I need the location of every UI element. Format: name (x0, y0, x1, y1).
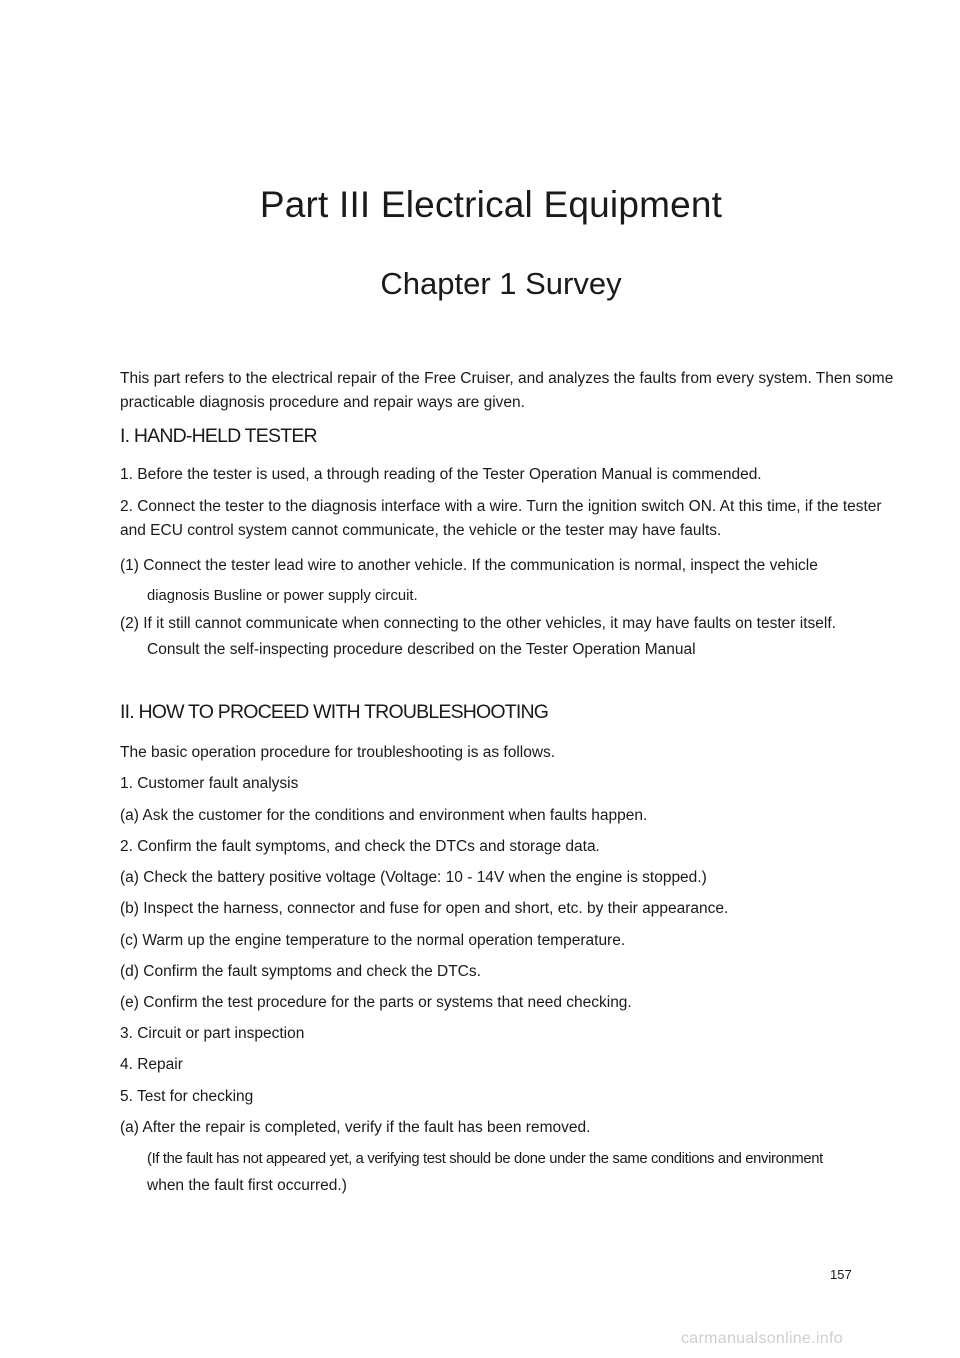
tester-item-2: 2. Connect the tester to the diagnosis interface with a wire. Turn the ignition switch ON. At this time, if the tester and ECU control system cannot communicate, the vehicle or the tester may have faults. (120, 498, 882, 539)
step-5a-note-line-2: when the fault first occurred.) (147, 1177, 347, 1194)
watermark: carmanualsonline.info (681, 1330, 843, 1347)
step-2: 2. Confirm the fault symptoms, and check the DTCs and storage data. (120, 838, 600, 855)
tester-subitem-1-line-2: diagnosis Busline or power supply circuit. (147, 588, 418, 604)
tester-subitem-2-line-1: (2) If it still cannot communicate when connecting to the other vehicles, it may have faults on tester itself. (120, 615, 836, 632)
step-1: 1. Customer fault analysis (120, 775, 299, 792)
step-5a: (a) After the repair is completed, verify if the fault has been removed. (120, 1119, 591, 1136)
step-2e: (e) Confirm the test procedure for the parts or systems that need checking. (120, 994, 632, 1011)
tester-subitem-2-line-2: Consult the self-inspecting procedure described on the Tester Operation Manual (147, 641, 696, 658)
step-2d: (d) Confirm the fault symptoms and check the DTCs. (120, 963, 481, 980)
step-4: 4. Repair (120, 1056, 183, 1073)
step-2b: (b) Inspect the harness, connector and fuse for open and short, etc. by their appearance. (120, 900, 729, 917)
tester-item-1: 1. Before the tester is used, a through reading of the Tester Operation Manual is commended. (120, 466, 762, 483)
chapter-title: Chapter 1 Survey (380, 266, 622, 301)
step-1a: (a) Ask the customer for the conditions and environment when faults happen. (120, 807, 648, 824)
troubleshooting-intro: The basic operation procedure for troubleshooting is as follows. (120, 744, 556, 761)
step-5: 5. Test for checking (120, 1088, 254, 1105)
part-title: Part III Electrical Equipment (259, 184, 723, 225)
page-number: 157 (830, 1267, 852, 1282)
section-heading-hand-held-tester: I. HAND-HELD TESTER (120, 425, 317, 447)
tester-subitem-1-line-1: (1) Connect the tester lead wire to another vehicle. If the communication is normal, inspect the vehicle (120, 557, 818, 574)
step-3: 3. Circuit or part inspection (120, 1025, 305, 1042)
step-2c: (c) Warm up the engine temperature to the normal operation temperature. (120, 932, 626, 949)
section-heading-troubleshooting: II. HOW TO PROCEED WITH TROUBLESHOOTING (120, 701, 549, 723)
step-2a: (a) Check the battery positive voltage (Voltage: 10 - 14V when the engine is stopped.) (120, 869, 707, 886)
intro-paragraph: This part refers to the electrical repair of the Free Cruiser, and analyzes the faults from every system. Then some practicable diagnosis procedure and repair ways are given. (120, 370, 894, 411)
step-5a-note-line-1: (If the fault has not appeared yet, a verifying test should be done under the same conditions and environment (147, 1151, 823, 1167)
